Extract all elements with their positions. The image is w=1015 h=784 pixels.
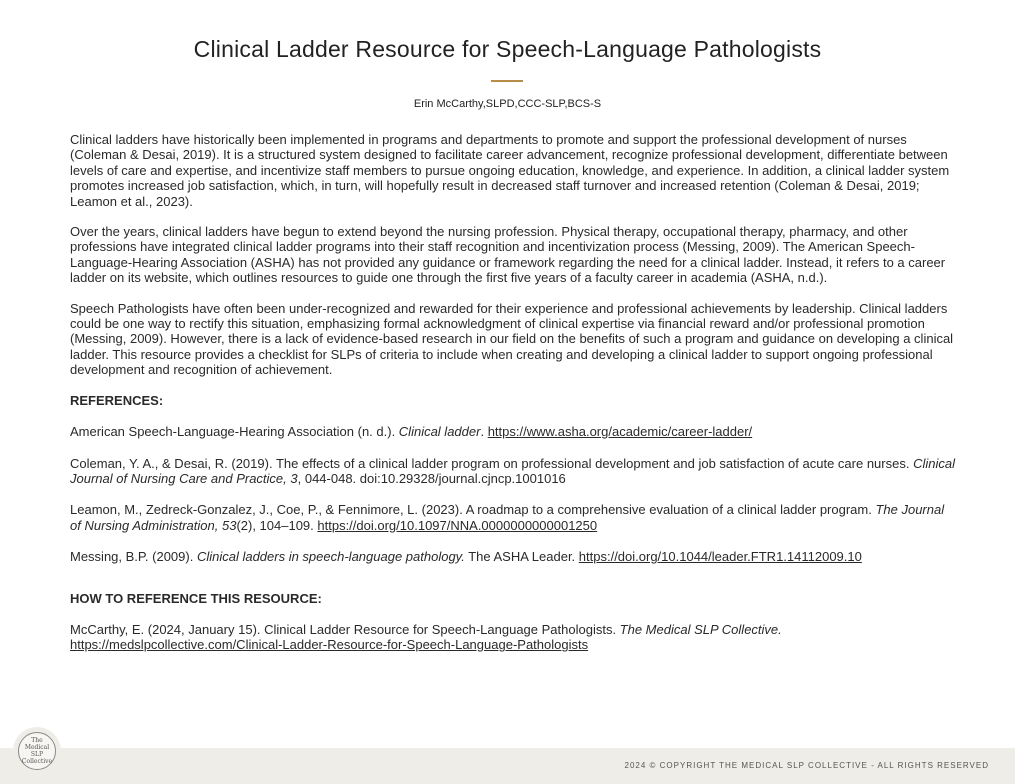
document-body — [70, 132, 958, 653]
references-heading: REFERENCES: — [70, 392, 164, 408]
reference-item — [70, 424, 958, 439]
page-title: Clinical Ladder Resource for Speech-Language Pathologists — [193, 36, 822, 62]
reference-title: The Journal of Nursing Administration, 53 — [70, 502, 945, 533]
reference-item — [70, 549, 958, 564]
reference-link[interactable]: https://doi.org/10.1044/leader.FTR1.14112009.10 — [578, 549, 862, 565]
intro-paragraph-2: Over the years, clinical ladders have begun to extend beyond the nursing profession. Physical therapy, occupational therapy, pharmacy, and other professions have integrated clinical ladder programs into their staff recognition and incentivization process (Messing, 2009). The American Speech-Language-Hearing Association (ASHA) has not provided any guidance or framework regarding the need for a clinical ladder. Instead, it refers to a career ladder on its website, which outlines resources to guide one through the first five years of a faculty career in academia (ASHA, n.d.). — [70, 224, 946, 286]
brand-logo — [13, 727, 61, 775]
reference-link[interactable]: https://www.asha.org/academic/career-ladder/ — [487, 424, 753, 440]
reference-item — [70, 502, 958, 533]
logo-seal — [18, 732, 56, 770]
citation-heading: HOW TO REFERENCE THIS RESOURCE: — [70, 590, 322, 606]
reference-text: Messing, B.P. (2009). — [70, 549, 197, 565]
citation-link[interactable]: https://medslpcollective.com/Clinical-Ladder-Resource-for-Speech-Language-Pathologists — [70, 637, 589, 653]
citation-source: The Medical SLP Collective. — [619, 621, 782, 637]
reference-text: The ASHA Leader. — [464, 549, 579, 565]
logo-text: Medical SLP — [24, 744, 50, 758]
footer-bar — [0, 748, 1015, 784]
reference-title: Clinical Journal of Nursing Care and Practice, 3 — [70, 455, 955, 486]
copyright-notice: 2024 © COPYRIGHT THE MEDICAL SLP COLLECTIVE - ALL RIGHTS RESERVED — [624, 761, 989, 770]
reference-link[interactable]: https://doi.org/10.1097/NNA.0000000000001250 — [317, 517, 598, 533]
reference-text: American Speech-Language-Hearing Association (n. d.). — [70, 424, 399, 440]
title-divider — [491, 80, 523, 82]
reference-text: , 044-048. doi:10.29328/journal.cjncp.1001016 — [297, 470, 566, 486]
reference-text: Coleman, Y. A., & Desai, R. (2019). The effects of a clinical ladder program on professional development and job satisfaction of acute care nurses. — [70, 455, 914, 471]
citation-text — [70, 622, 958, 653]
reference-item — [70, 456, 958, 487]
intro-paragraph-1: Clinical ladders have historically been implemented in programs and departments to promote and support the professional development of nurses (Coleman & Desai, 2019). It is a structured system designed to facilitate career advancement, recognize professional development, differentiate between levels of care and expertise, and incentivize staff members to pursue ongoing education, knowledge, and experience. In addition, a clinical ladder system promotes increased job satisfaction, which, in turn, will hopefully result in decreased staff turnover and increased retention (Coleman & Desai, 2019; Leamon et al., 2023). — [70, 132, 950, 209]
logo-text: Collective — [21, 758, 53, 765]
citation-body: McCarthy, E. (2024, January 15). Clinical Ladder Resource for Speech-Language Pathologists. — [70, 621, 620, 637]
reference-text: Leamon, M., Zedreck-Gonzalez, J., Coe, P., & Fennimore, L. (2023). A roadmap to a comprehensive evaluation of a clinical ladder program. — [70, 502, 876, 518]
reference-text: . — [480, 424, 488, 440]
author-line: Erin McCarthy,SLPD,CCC-SLP,BCS-S — [413, 98, 602, 110]
reference-text: (2), 104–109. — [236, 517, 318, 533]
logo-text: The — [31, 737, 43, 744]
reference-title: Clinical ladders in speech-language pathology. — [196, 549, 465, 565]
reference-title: Clinical ladder — [398, 424, 481, 440]
intro-paragraph-3: Speech Pathologists have often been under-recognized and rewarded for their experience and professional achievements by leadership. Clinical ladders could be one way to rectify this situation, emphasizing formal acknowledgment of clinical expertise via financial reward and/or professional promotion (Messing, 2009). However, there is a lack of evidence-based research in our field on the benefits of such a program and guidance on developing a clinical ladder. This resource provides a checklist for SLPs of criteria to include when creating and developing a clinical ladder to support ongoing professional development and recognition of achievement. — [70, 300, 954, 378]
